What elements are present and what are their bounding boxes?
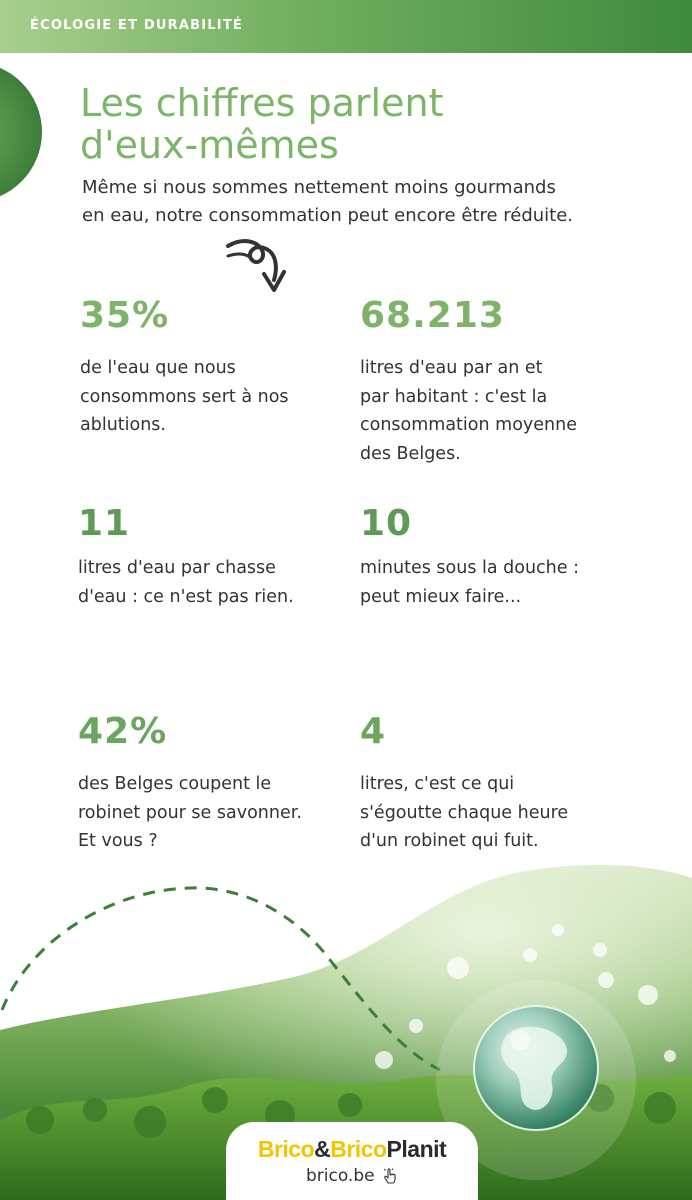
logo-word-brico: Brico [257,1136,315,1162]
stat-text [360,354,620,468]
stat-line: s'égoutte chaque heure [360,802,569,823]
category-label: ÉCOLOGIE ET DURABILITÉ [30,18,243,33]
stat-text [360,770,620,856]
stat-line: litres d'eau par chasse [78,558,276,578]
stat-line: Et vous ? [78,831,158,851]
category-banner [0,0,692,53]
stat-number: 4 [360,711,387,752]
stat-line: par habitant : c'est la [360,386,548,407]
stat-shower [360,504,620,611]
stat-number: 68.213 [360,295,505,336]
stat-text [360,554,620,611]
website-text[interactable]: brico.be [305,1166,375,1186]
stat-tap-off [78,712,338,856]
stat-line: ablutions. [80,415,166,435]
stat-line: minutes sous la douche : [360,558,579,578]
intro-text [82,174,642,230]
brand-logo[interactable] [226,1136,478,1163]
stat-line: de l'eau que nous [80,358,236,378]
brand-footer[interactable] [226,1122,478,1200]
intro-line-2: en eau, notre consommation peut encore être réduite. [82,205,574,226]
hand-cursor-icon [382,1167,398,1185]
stat-line: robinet pour se savonner. [78,802,302,823]
stat-line: peut mieux faire... [360,586,522,607]
stat-bath-share [80,296,340,440]
website-link[interactable] [226,1166,478,1186]
stat-line: litres d'eau par an et [360,358,543,378]
intro-line-1: Même si nous sommes nettement moins gourmands [82,177,556,198]
page-title [80,82,600,166]
stat-number: 42% [78,711,168,752]
logo-ampersand: & [314,1136,331,1162]
logo-word-planit: Planit [386,1136,447,1162]
decorative-blob [0,62,42,202]
stat-annual-consumption [360,296,620,468]
stat-line: consommons sert à nos [80,386,289,407]
curly-arrow-icon [224,236,296,300]
stat-flush [78,504,338,611]
title-line-2: d'eux-mêmes [80,123,339,167]
stat-line: litres, c'est ce qui [360,774,515,794]
stat-leaking-tap [360,712,620,856]
stat-line: consommation moyenne [360,415,577,435]
stat-text [80,354,340,440]
stat-number: 11 [78,503,131,544]
stat-line: d'eau : ce n'est pas rien. [78,586,294,607]
stat-text [78,770,338,856]
stat-line: d'un robinet qui fuit. [360,831,539,851]
stat-line: des Belges coupent le [78,774,272,794]
stat-number: 35% [80,295,170,336]
stat-line: des Belges. [360,443,461,464]
stat-number: 10 [360,503,413,544]
title-line-1: Les chiffres parlent [80,81,444,125]
logo-word-brico-2: Brico [330,1136,387,1162]
stat-text [78,554,338,611]
